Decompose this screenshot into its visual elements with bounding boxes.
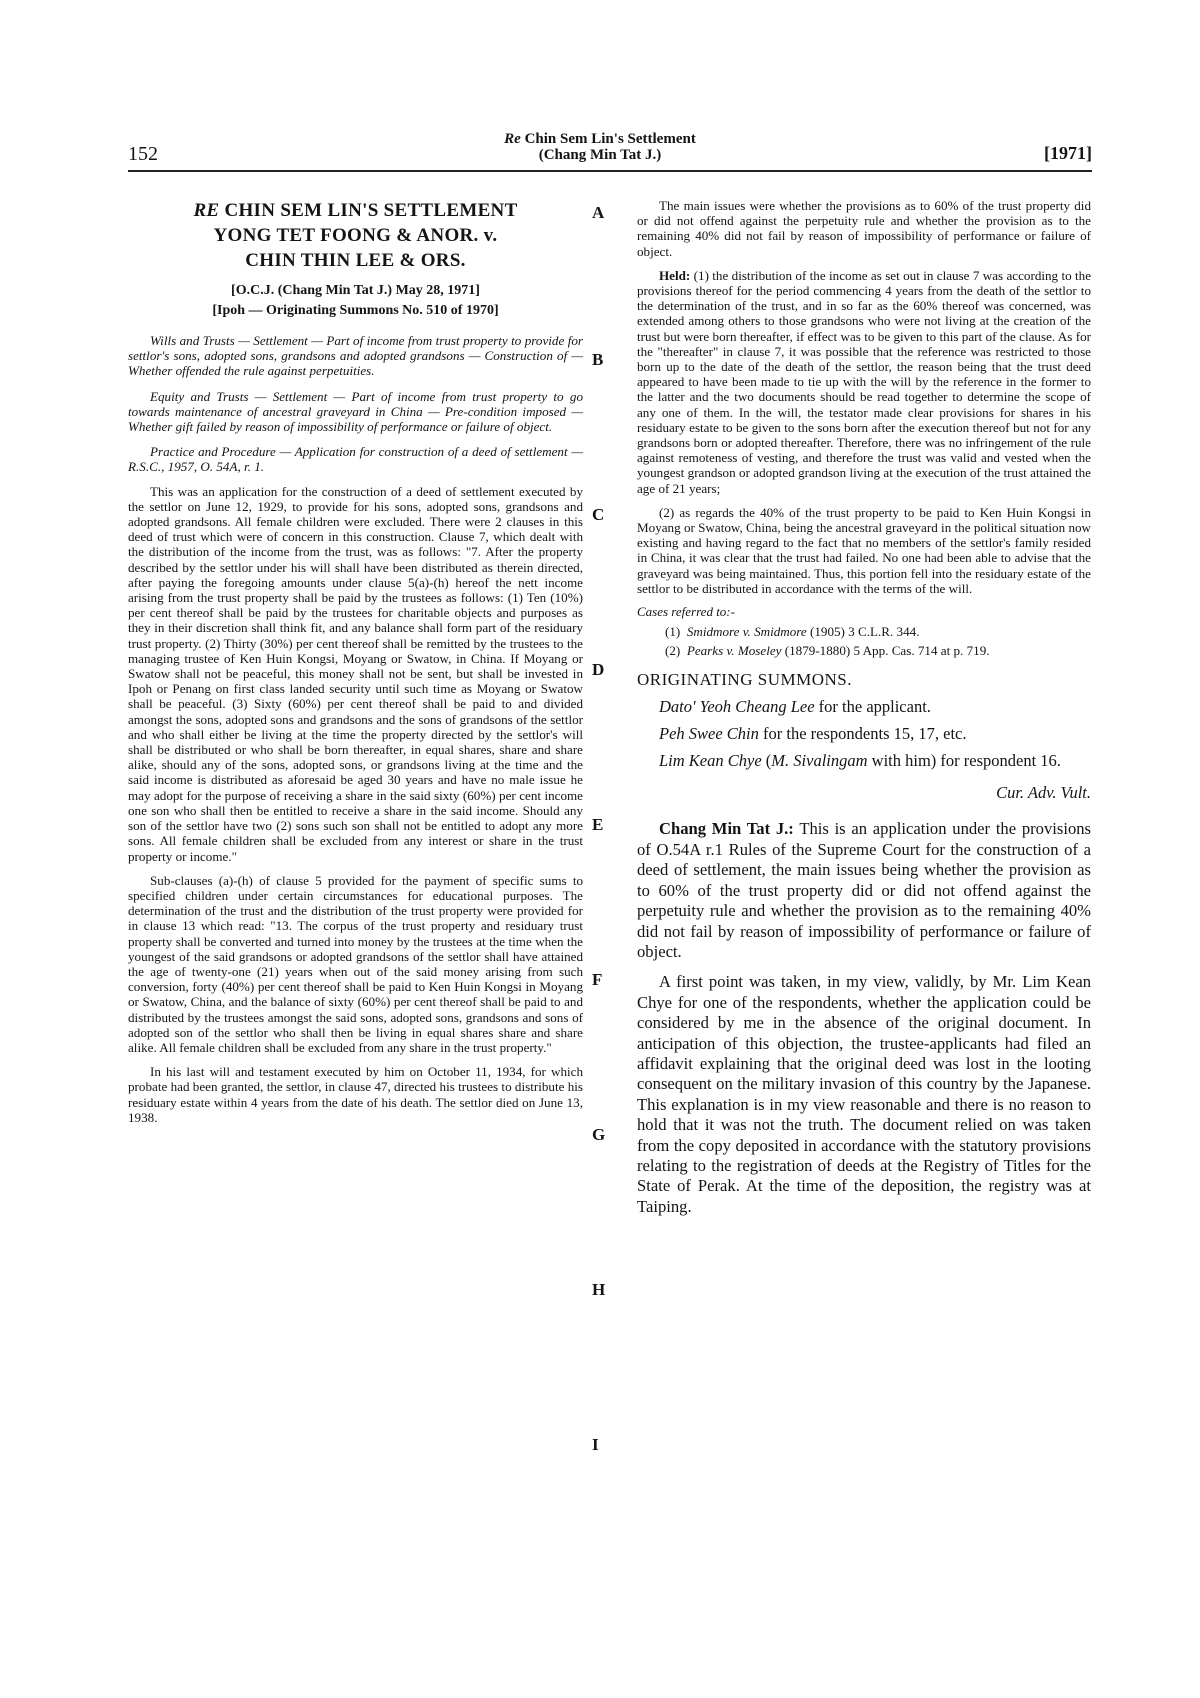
case-title-line3: CHIN THIN LEE & ORS. bbox=[245, 250, 466, 271]
case-ref-1: (1) Smidmore v. Smidmore (1905) 3 C.L.R. 344. bbox=[665, 624, 920, 640]
margin-letter-g: G bbox=[592, 1125, 606, 1144]
counsel-1: Dato' Yeoh Cheang Lee for the applicant. bbox=[659, 697, 931, 717]
headnote-para-3: In his last will and testament executed by him on October 11, 1934, for which probate had been granted, the settlor, in clause 47, directed his trustees to distribute his residuary estate within 4 years from the date of his death. The settlor died on June 13, 1938. bbox=[128, 1064, 583, 1125]
held-label: Held: bbox=[659, 267, 691, 283]
judgment-para-1: Chang Min Tat J.: This is an application under the provisions of O.54A r.1 Rules of the Supreme Court for the construction of a deed of settlement, the main issues being whether the provision as to 60% of the trust property did or did not offend against the perpetuity rule and whether the provision as to the remaining 40% did not fail by reason of impossibility of performance or failure of object. bbox=[637, 819, 1091, 961]
margin-letter-i: I bbox=[592, 1435, 599, 1454]
case-title-line2: YONG TET FOONG & ANOR. v. bbox=[213, 225, 498, 246]
running-title-line1: Re Chin Sem Lin's Settlement bbox=[504, 131, 696, 147]
margin-letters bbox=[592, 198, 622, 1498]
cur-adv-vult: Cur. Adv. Vult. bbox=[996, 783, 1091, 803]
margin-letter-d: D bbox=[592, 660, 605, 679]
header-rule bbox=[128, 170, 1092, 172]
headnote-para-1: This was an application for the construction of a deed of settlement executed by the settlor on June 12, 1929, to provide for his sons, adopted sons, grandsons and adopted grandsons. All female children were excluded. There were 2 clauses in this deed of trust which were of concern in this construction. Clause 7, which dealt with the distribution of the income from the trust, was as follows: "7. After the property described by the settlor under his will shall have been distributed as therein directed, after paying the foregoing amounts under clause 5(a)-(h) hereof the nett income arising from the trust property shall be paid by the trustees as follows: (1) Ten (10%) per cent thereof shall be paid by the trustees for charitable objects and purposes as they in their discretion shall think fit, and any balance shall form part of the residuary trust property. (2) Thirty (30%) per cent thereof shall be remitted by the trustees to the managing trustee of Ken Huin Kongsi, Moyang or Swatow, in China. If Moyang or Swatow shall not be peaceful, this money shall not be sent, but shall be invested in Ipoh or Penang on first class landed security until such time as Moyang or Swatow shall be peaceful. (3) Sixty (60%) per cent thereof shall be paid to and divided amongst the sons, adopted sons and grandsons and the sons of grandsons of the settlor and who shall either be living at the time the property directed by the settlor's will shall be distributed or who shall be born thereafter, in equal shares, share and share alike, should any of the sons, adopted sons, or grandsons living at the time and the said income is distributed as aforesaid be aged 30 years and have no male issue he may adopt for the purpose of receiving a share in the said sixty (60%) per cent income one son who shall then be entitled to receive a share in the said income. Should any son of the settlor have two (2) sons such son shall not be entitled to adopt any more sons. All female children shall be excluded from any interest or share in the trust property or income." bbox=[128, 483, 583, 864]
case-title bbox=[128, 198, 583, 273]
judgment-para-2: A first point was taken, in my view, validly, by Mr. Lim Kean Chye for one of the respondents, whether the application could be considered by me in the absence of the original document. In anticipation of this objection, the trustee-applicants had filed an affidavit explaining that the original deed was lost in the looting consequent on the military invasion of this country by the Japanese. This explanation is in my view reasonable and there is no reason to hold that it was not the truth. The document relied on was taken from the copy deposited in accordance with the statutory provisions relating to the registration of deeds at the Registry of Titles for the State of Perak. At the time of the deposition, the registry was at Taiping. bbox=[637, 972, 1091, 1216]
held-1: Held: (1) the distribution of the income as set out in clause 7 was according to the provisions thereof for the period commencing 4 years from the death of the settlor to the determination of the trust, and in so far as the 60% thereof was concerned, was extended among others to those grandsons who were not living at the creation of the trust but were born thereafter, if effect was to be given to this part of the clause. As for the "thereafter" in clause 7, it was possible that the reference was restricted to those born up to the date of the death of the settlor, the reason being that the trust deed appeared to have been made to tie up with the will by the reference in the former to the latter and the two documents should be read together to determine the scope of any one of them. In the will, the testator made clear provisions for shares in his residuary estate to be given to the sons born after the execution thereof but not for any grandsons born or adopted thereafter. Therefore, there was no infringement of the rule against remoteness of vesting, and therefore the trust was valid and vested when the youngest grandson or adopted grandson living at the execution of the trust attained the age of 21 years; bbox=[637, 267, 1092, 496]
judge-name: Chang Min Tat J.: bbox=[659, 819, 794, 839]
counsel-3: Lim Kean Chye (M. Sivalingam with him) for respondent 16. bbox=[659, 751, 1061, 771]
left-column bbox=[128, 198, 583, 1125]
margin-letter-b: B bbox=[592, 350, 604, 369]
volume-year: [1971] bbox=[1044, 143, 1092, 163]
margin-letter-f: F bbox=[592, 970, 603, 989]
suit-line: [Ipoh — Originating Summons No. 510 of 1970] bbox=[212, 303, 499, 318]
margin-letter-e: E bbox=[592, 815, 604, 834]
margin-letter-a: A bbox=[592, 203, 605, 222]
cases-referred-heading: Cases referred to:- bbox=[637, 604, 735, 620]
originating-summons-heading: ORIGINATING SUMMONS. bbox=[637, 670, 852, 690]
case-ref-2: (2) Pearks v. Moseley (1879-1880) 5 App. Cas. 714 at p. 719. bbox=[665, 643, 990, 659]
right-column bbox=[637, 198, 1091, 1217]
headnote-issues: The main issues were whether the provisions as to 60% of the trust property did or did not offend against the perpetuity rule and whether the provision as to the remaining 40% did not fail by reason of impossibility of performance or failure of object. bbox=[637, 198, 1091, 259]
catchword-3: Practice and Procedure — Application for construction of a deed of settlement — R.S.C., 1957, O. 54A, r. 1. bbox=[128, 444, 583, 475]
margin-letter-h: H bbox=[592, 1280, 606, 1299]
headnote-para-2: Sub-clauses (a)-(h) of clause 5 provided for the payment of specific sums to specified children under certain circumstances for educational purposes. The determination of the trust and the distribution of the trust property were provided for in clause 13 which read: "13. The corpus of the trust property and residuary trust property shall be converted and turned into money by the trustees at the time when the youngest of the said grandsons or adopted grandsons of the settlor shall have attained the age of twenty-one (21) years when out of the said money arising from such conversion, forty (40%) per cent thereof shall be paid to Ken Huin Kongsi in Moyang or Swatow, China, and the balance of sixty (60%) per cent thereof shall be paid to and distributed by the trustees amongst the said sons, adopted sons, grandsons and sons of adopted son of the settlor who shall then be living in equal shares share and share alike. All female children shall be excluded from any share in the trust property." bbox=[128, 872, 583, 1055]
page-number: 152 bbox=[128, 143, 158, 165]
held-2: (2) as regards the 40% of the trust property to be paid to Ken Huin Kongsi in Moyang or Swatow, China, being the ancestral graveyard in the political situation now existing and having regard to the fact that no members of the settlor's family resided in China, it was clear that the trust had failed. No one had been able to advise that the graveyard was being maintained. Thus, this portion fell into the residuary estate of the settlor to be distributed in accordance with the terms of the will. bbox=[637, 504, 1091, 596]
catchword-1: Wills and Trusts — Settlement — Part of income from trust property to provide for settlor's sons, adopted sons, grandsons and adopted grandsons — Construction of — Whether offended the rule against perpetuities. bbox=[128, 333, 583, 379]
counsel-2: Peh Swee Chin for the respondents 15, 17, etc. bbox=[659, 724, 967, 744]
court-line: [O.C.J. (Chang Min Tat J.) May 28, 1971] bbox=[231, 283, 480, 298]
catchword-2: Equity and Trusts — Settlement — Part of income from trust property to go towards maintenance of ancestral graveyard in China — Pre-condition imposed — Whether gift failed by reason of impossibility of performance or failure of object. bbox=[128, 388, 583, 435]
margin-letter-c: C bbox=[592, 505, 605, 524]
case-title-line1: RE CHIN SEM LIN'S SETTLEMENT bbox=[193, 200, 518, 221]
running-title bbox=[430, 131, 770, 163]
running-title-line2: (Chang Min Tat J.) bbox=[538, 147, 662, 163]
